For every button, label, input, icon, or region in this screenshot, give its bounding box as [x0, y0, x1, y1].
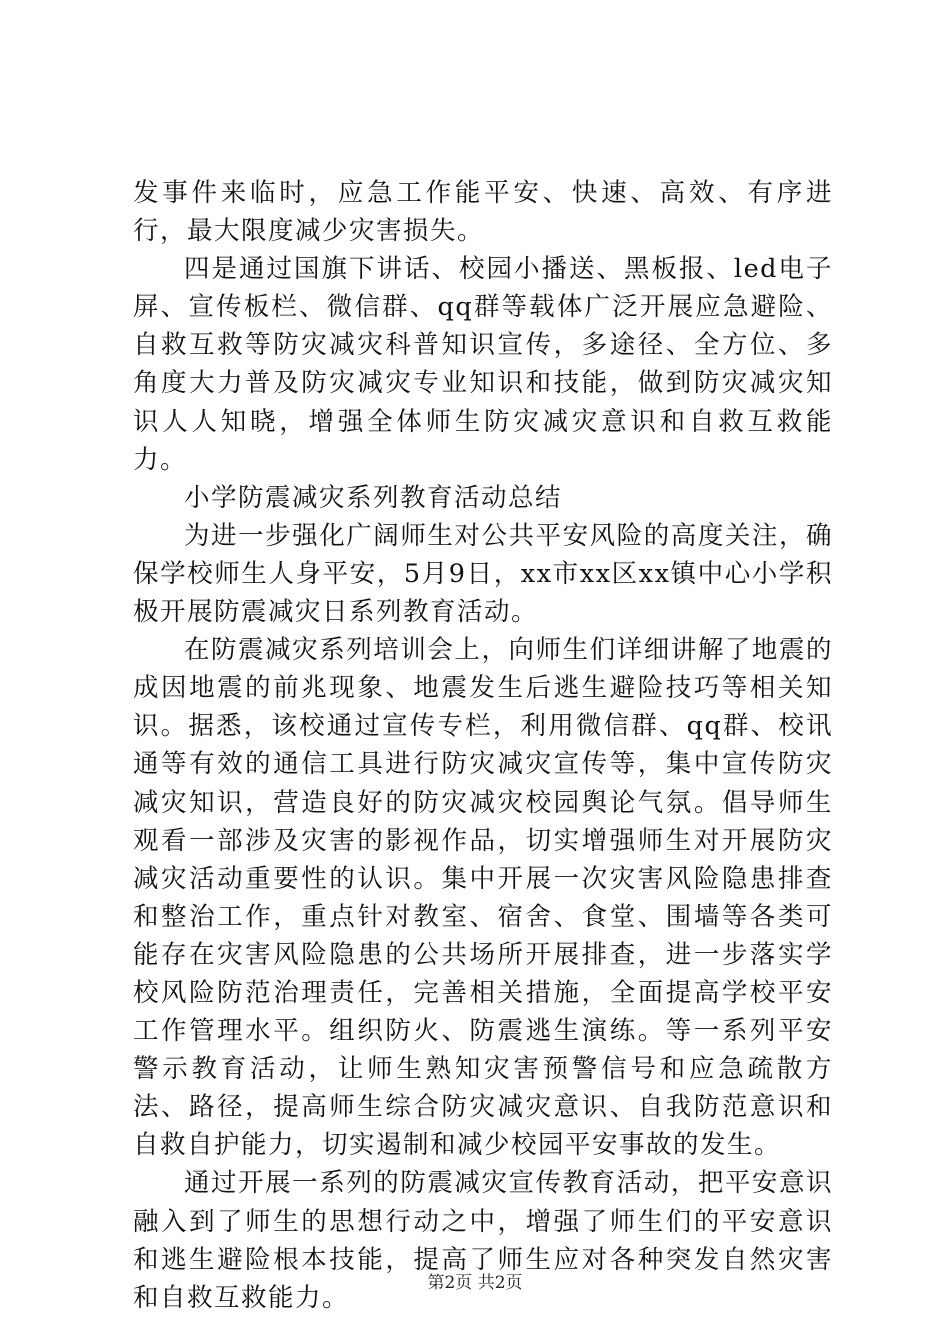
paragraph-activities: 在防震减灾系列培训会上，向师生们详细讲解了地震的成因地震的前兆现象、地震发生后逃生避险技巧等相关知识。据悉，该校通过宣传专栏，利用微信群、qq群、校讯通等有效的通信工具进行防灾减灾宣传等，集中宣传防灾减灾知识，营造良好的防灾减灾校园舆论气氛。倡导师生观看一部涉及灾害的影视作品，切实增强师生对开展防灾减灾活动重要性的认识。集中开展一次灾害风险隐患排查和整治工作，重点针对教室、宿舍、食堂、围墙等各类可能存在灾害风险隐患的公共场所开展排查，进一步落实学校风险防范治理责任，完善相关措施，全面提高学校平安工作管理水平。组织防火、防震逃生演练。等一系列平安警示教育活动，让师生熟知灾害预警信号和应急疏散方法、路径，提高师生综合防灾减灾意识、自我防范意识和自救自护能力，切实遏制和减少校园平安事故的发生。: [133, 635, 833, 1161]
paragraph-continuation: 发事件来临时，应急工作能平安、快速、高效、有序进行，最大限度减少灾害损失。: [133, 178, 833, 247]
page-number: 第2页 共2页: [427, 1273, 523, 1293]
section-title: 小学防震减灾系列教育活动总结: [184, 482, 563, 513]
document-body: [133, 174, 833, 1317]
paragraph-conclusion: 通过开展一系列的防震减灾宣传教育活动，把平安意识融入到了师生的思想行动之中，增强了师生们的平安意识和逃生避险根本技能，提高了师生应对各种突发自然灾害和自救互救能力。: [133, 1168, 833, 1313]
paragraph-publicity: 四是通过国旗下讲话、校园小播送、黑板报、led电子屏、宣传板栏、微信群、qq群等载体广泛开展应急避险、自救互救等防灾减灾科普知识宣传，多途径、全方位、多角度大力普及防灾减灾专业知识和技能，做到防灾减灾知识人人知晓，增强全体师生防灾减灾意识和自救互救能力。: [133, 254, 833, 475]
paragraph-intro: 为进一步强化广阔师生对公共平安风险的高度关注，确保学校师生人身平安，5月9日，xx市xx区xx镇中心小学积极开展防震减灾日系列教育活动。: [133, 520, 833, 628]
